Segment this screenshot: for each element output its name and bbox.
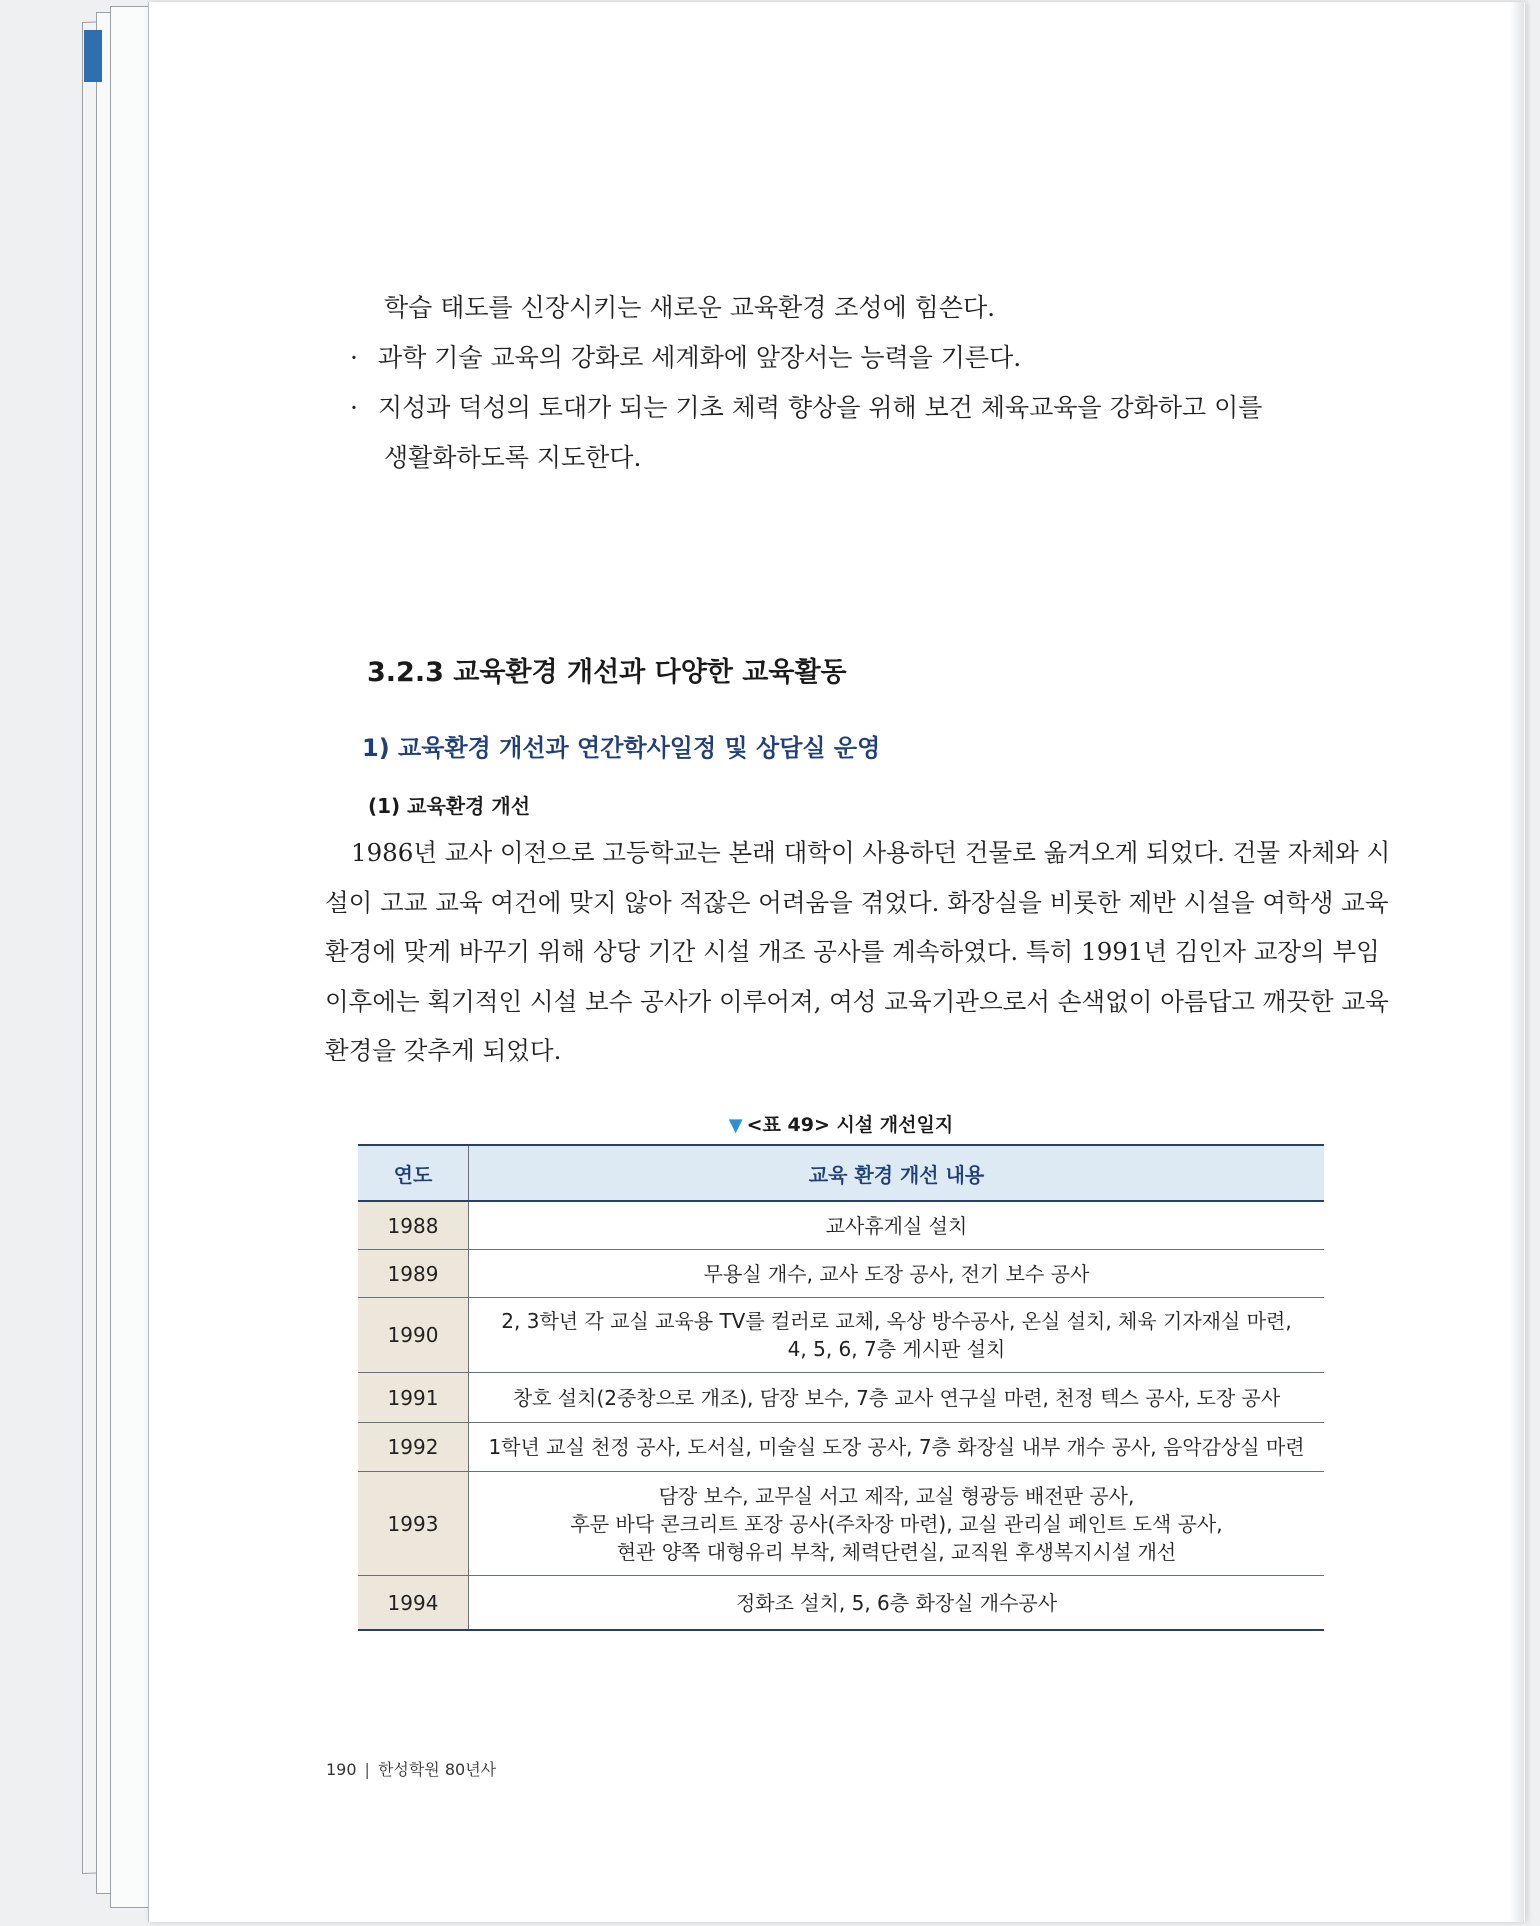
table-row (358, 1373, 1324, 1423)
paragraph-line: 이후에는 획기적인 시설 보수 공사가 이루어져, 여성 교육기관으로서 손색없이 아름답고 깨끗한 교육 (325, 986, 1389, 1016)
year-cell: 1992 (358, 1423, 469, 1472)
page-shadow (1510, 2, 1524, 1922)
body-paragraph (325, 828, 1391, 1076)
section-title: 3.2.3 교육환경 개선과 다양한 교육활동 (367, 657, 847, 688)
content-line: 담장 보수, 교무실 서고 제작, 교실 형광등 배전판 공사, (658, 1483, 1135, 1508)
column-header-year: 연도 (358, 1145, 469, 1201)
year-cell: 1989 (358, 1250, 469, 1298)
content-line: 4, 5, 6, 7층 게시판 설치 (787, 1337, 1006, 1361)
table-caption (358, 1110, 1324, 1137)
content-line: 후문 바닥 콘크리트 포장 공사(주차장 마련), 교실 관리실 페인트 도색 공사, (570, 1511, 1223, 1536)
content-cell (469, 1298, 1325, 1373)
intro-line: 과학 기술 교육의 강화로 세계화에 앞장서는 능력을 기른다. (378, 343, 1022, 372)
table-row (358, 1472, 1324, 1576)
intro-list (350, 283, 1370, 483)
paragraph-line: 설이 고교 교육 여건에 맞지 않아 적잖은 어려움을 겪었다. 화장실을 비롯한 제반 시설을 여학생 교육 (325, 887, 1389, 917)
content-line: 정화조 설치, 5, 6층 화장실 개수공사 (735, 1590, 1058, 1615)
intro-bullet-item (350, 333, 1370, 383)
subsubsection-title: (1) 교육환경 개선 (368, 794, 531, 818)
intro-line: 학습 태도를 신장시키는 새로운 교육환경 조성에 힘쓴다. (384, 293, 996, 322)
triangle-down-icon: ▼ (728, 1115, 743, 1136)
content-line: 교사휴게실 설치 (825, 1213, 968, 1238)
paragraph-line: 1986년 교사 이전으로 고등학교는 본래 대학이 사용하던 건물로 옮겨오게 되었다. 건물 자체와 시 (351, 838, 1391, 867)
year-cell: 1988 (358, 1201, 469, 1250)
year-cell: 1993 (358, 1472, 469, 1576)
intro-line: 생활화하도록 지도한다. (384, 443, 642, 472)
content-cell (469, 1576, 1325, 1631)
content-cell (469, 1201, 1325, 1250)
page-number: 190 (326, 1760, 357, 1779)
table-header-row (358, 1145, 1324, 1201)
table-caption-text: <표 49> 시설 개선일지 (746, 1114, 954, 1136)
book-tab-marker (84, 30, 102, 82)
book-title: 한성학원 80년사 (377, 1760, 497, 1779)
content-line: 무용실 개수, 교사 도장 공사, 전기 보수 공사 (703, 1261, 1090, 1286)
table-row (358, 1576, 1324, 1631)
year-cell: 1994 (358, 1576, 469, 1631)
content-cell (469, 1250, 1325, 1298)
content-cell (469, 1472, 1325, 1576)
content-cell (469, 1423, 1325, 1472)
content-line: 창호 설치(2중창으로 개조), 담장 보수, 7층 교사 연구실 마련, 천정 텍스 공사, 도장 공사 (512, 1385, 1281, 1410)
year-cell: 1990 (358, 1298, 469, 1373)
year-cell: 1991 (358, 1373, 469, 1423)
bullet-icon: · (350, 343, 358, 372)
table-row (358, 1250, 1324, 1298)
content-line: 현관 양쪽 대형유리 부착, 체력단련실, 교직원 후생복지시설 개선 (616, 1539, 1177, 1564)
bullet-icon: · (350, 393, 358, 422)
content-line: 2, 3학년 각 교실 교육용 TV를 컬러로 교체, 옥상 방수공사, 온실 설치, 체육 기자재실 마련, (501, 1309, 1292, 1333)
paragraph-line: 환경에 맞게 바꾸기 위해 상당 기간 시설 개조 공사를 계속하였다. 특히 1991년 김인자 교장의 부임 (325, 937, 1380, 967)
intro-bullet-item (350, 383, 1370, 433)
footer-separator: | (364, 1760, 370, 1779)
page-footer (326, 1757, 496, 1780)
table-row (358, 1298, 1324, 1373)
paragraph-line: 환경을 갖추게 되었다. (325, 1036, 562, 1066)
intro-line: 지성과 덕성의 토대가 되는 기초 체력 향상을 위해 보건 체육교육을 강화하고 이를 (378, 393, 1263, 422)
facility-improvement-table (358, 1144, 1324, 1631)
subsection-title: 1) 교육환경 개선과 연간학사일정 및 상담실 운영 (362, 734, 881, 762)
table-row (358, 1201, 1324, 1250)
column-header-content: 교육 환경 개선 내용 (469, 1145, 1325, 1201)
table-row (358, 1423, 1324, 1472)
content-line: 1학년 교실 천정 공사, 도서실, 미술실 도장 공사, 7층 화장실 내부 개수 공사, 음악감상실 마련 (488, 1435, 1305, 1459)
content-cell (469, 1373, 1325, 1423)
